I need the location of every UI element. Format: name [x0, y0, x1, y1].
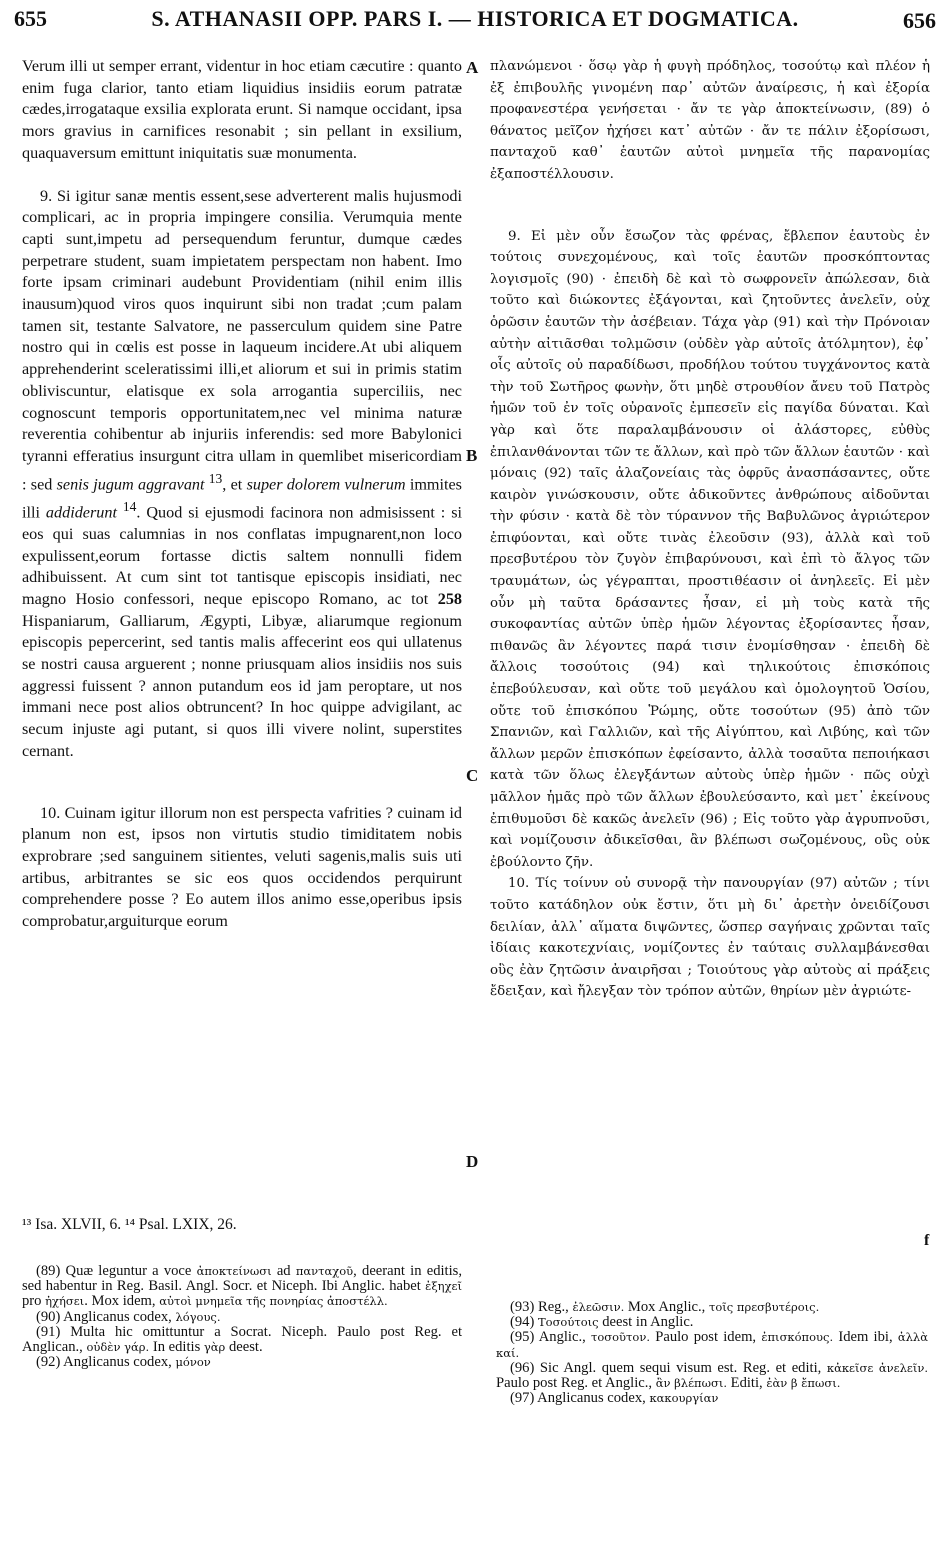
footnote: (95) Anglic., τοσοῦτον. Paulo post idem, ἐπισκόπους. Idem ibi, ἀλλὰ καί. — [496, 1329, 928, 1360]
scripture-references: ¹³ Isa. XLVII, 6. ¹⁴ Psal. LXIX, 26. — [22, 1216, 237, 1233]
latin-paragraph — [22, 186, 462, 763]
latin-text: Hispaniarum, Galliarum, Ægypti, Libyæ, aliarumque regionum episcopis pepercerint, sed tantis malis affecerint eos qui ullatenus se nostri causa arguerent ; nonne priusquam alios insidiis nos suis aggressi fuissent ? annon putandum eos id jam peroptare, ut nos immani nece post alios obtruncent? In hoc quippe advigilant, ac secum injuste agi putant, si quos illi vivere nolint, superstites cernant. — [22, 611, 462, 760]
scripture-quote: senis jugum aggravant — [56, 475, 205, 494]
footnote: (89) Quæ leguntur a voce ἀποκτείνωσι ad πανταχοῦ, deerant in editis, sed habentur in Reg. Basil. Angl. Socr. et Niceph. Ibi Anglic. habet ἐξηχεῖ pro ἠχήσει. Mox idem, αὐτοὶ μνημεῖα τῆς πονηρίας ἀποστέλλ. — [22, 1263, 463, 1310]
scripture-quote: addiderunt — [45, 503, 117, 522]
latin-text: immites illi — [22, 475, 462, 522]
latin-paragraph: Verum illi ut semper errant, videntur in hoc etiam cæcutire : quanto enim fuga clarior, tanto etiam liquidius insidiis eorum patratæ cædes,irrogataque exsilia explorata erunt. Si namque occidant, ipsa mors gravius in carnifices resonabit ; sin pellant in exsilium, quaquaversum emittunt iniquitatis suæ monumenta. — [22, 57, 462, 162]
footnote: (90) Anglicanus codex, λόγους. — [36, 1308, 221, 1325]
latin-paragraph: 10. Cuinam igitur illorum non est perspecta vafrities ? cuinam id planum non est, ipsos non virtutis studio timiditatem nobis exprobrare ;sed sanguinem sitientes, veluti sagenis,malis suis uti artibus, arbitrantes se sic eos quos occidendos perquirunt comprehendere posse ? Eo autem illos animo esse,operibus ipsis comprobatur,arguiturque eorum — [22, 803, 462, 931]
margin-letter-a: A — [466, 58, 479, 77]
page-number-left: 655 — [14, 6, 47, 31]
footnote: (91) Multa hic omittuntur a Socrat. Niceph. Paulo post Reg. et Anglican., οὐδὲν γάρ. In editis γὰρ deest. — [22, 1323, 462, 1356]
greek-column — [490, 56, 930, 1003]
corner-mark: f — [924, 1232, 930, 1249]
greek-paragraph: 9. Εἰ μὲν οὖν ἔσωζον τὰς φρένας, ἔβλεπον ἑαυτοὺς ἐν τούτοις συνεχομένους, καὶ τοῖς ἑαυτῶν προσκόπτοντας λογισμοῖς (90) · ἐπειδὴ δὲ καὶ τὸ σωφρονεῖν ἀπώλεσαν, διὰ τοῦτο καὶ διώκοντες ἐξάγονται, καὶ ζητοῦντες ἀνελεῖν, οὐχ ὁρῶσιν ἑαυτῶν τὴν ἀσέβειαν. Τάχα γὰρ (91) καὶ τὴν Πρόνοιαν αὐτὴν αἰτιᾶσθαι τολμῶσιν (οὐδὲν γὰρ αὐτοῖς ἀτόλμητον), ἐφ᾽ οἷς αὐτοῖς οὐ παραδίδωσι, προδήλου τούτου τυγχάνοντος κατὰ τὴν τοῦ Σωτῆρος φωνὴν, ὅτι μηδὲ στρουθίον ἄνευ τοῦ Πατρὸς ἡμῶν τοῦ ἐν τοῖς οὐρανοῖς ἐμπεσεῖν εἰς παγίδα δύναται. Καὶ γὰρ καὶ ὅτε παραλαμβάνουσιν οἱ ἀλάστορες, εὐθὺς ἐπιλανθάνονται τῶν τε ἄλλων, καὶ πρὸ τῶν ἄλλων ἑαυτῶν · καὶ μόναις (92) ταῖς ἀλαζονείαις τὰς ὀφρῦς ἀνασπάσαντες, οὔτε καιρὸν γινώσκουσιν, οὔτε ἀδικοῦντες ἀνθρώπους αἰδοῦνται τὴν φύσιν · κατὰ δὲ τὸν τύραννον τῆς Βαβυλῶνος ἀγριώτερον ἐπιφύονται, καὶ οὔτε τινὰς ἐλεοῦσιν (93), ἀλλὰ καὶ τοῦ πρεσβυτέρου τὸν ζυγὸν ἐπιβαρύνουσι, καὶ ἐπὶ τὸ ἄλγος τῶν τραυμάτων, ὡς γέγραπται, προστιθέασιν οἱ ἀνηλεεῖς. Εἰ μὲν οὖν μὴ ταῦτα δράσαντες ἦσαν, εἰ μὴ τοὺς κατὰ τῆς συκοφαντίας αὐτῶν ὑπὲρ ἡμῶν λέγοντας ἐξορίσαντες ἦσαν, πιθανῶς ἂν λέγοντες παρά τισιν ἐνομίσθησαν · ἐπειδὴ δὲ ἄλλοις τοσούτοις (94) καὶ τηλικούτοις ἐπισκόποις ἐπεβούλευσαν, καὶ οὔτε τοῦ μεγάλου καὶ ὁμολογητοῦ Ὁσίου, οὔτε τοῦ ἐπισκόπου Ῥώμης, οὔτε τοσούτων (95) ἀπὸ τῶν Σπανιῶν, καὶ Γαλλιῶν, καὶ τῆς Αἰγύπτου, καὶ Λιβύης, καὶ τῶν ἄλλων μερῶν ἐπισκόπων ἐφείσαντο, ἀλλὰ τοσαῦτα πεποιήκασι κατὰ τῶν ὅλως ἐλεγξάντων αὐτοὺς ὑπὲρ ἡμῶν · πῶς οὐχὶ μᾶλλον ἡμᾶς πρὸ τῶν ἄλλων ἐβουλεύσαντο, καὶ μετ᾽ ἐκείνους ἐπιθυμοῦσι δὲ κακῶς ἀνελεῖν (96) ; Εἰς τοῦτο γὰρ ἀγρυπνοῦσι, καὶ νομίζουσιν ἀδικεῖσθαι, ἂν βλέπωσι σωζομένους, οὓς οὐκ ἐβούλοντο ζῆν. — [490, 228, 930, 870]
scripture-quote: super dolorem vulnerum — [246, 475, 406, 494]
latin-text: 9. Si igitur sanæ mentis essent,sese adverterent malis hujusmodi complicari, ac in propria impingere consilia. Verumquia mente capti sunt,impetu ad persequendum feruntur, dumque cædes perpetrare student, suam impietatem perspectam non habent. Imo forte ipsam criminari audebunt Providentiam (nihil enim illis inausum)quod viros quos inquirunt sibi non tradat ;cum palam tamen sit, testante Salvatore, ne passerculum quidem sine Patre nostro qui in cœlis est posse in laqueum incidere.At ubi aliquem apprehenderint sceleratissimi illi,et aliorum et sui in primis statim obliviscuntur, elatisque ex sola arrogantia superciliis, nec cognoscunt temporis opportunitatem,nec vel minima naturæ reverentia cohibentur ab injuriis inferendis: sed more Babylonici tyranni efferatius insurgunt citra ullam in quemlibet misericordiam : sed — [22, 186, 462, 494]
footnote: (94) Τοσούτοις deest in Anglic. — [510, 1314, 694, 1331]
margin-letter-c: C — [466, 766, 479, 785]
running-title: S. ATHANASII OPP. PARS I. — HISTORICA ET DOGMATICA. — [151, 6, 799, 31]
running-header — [0, 0, 950, 40]
latin-column — [22, 56, 462, 933]
column-number: 258 — [437, 589, 463, 608]
footnotes-left — [22, 1264, 462, 1370]
greek-paragraph: 10. Τίς τοίνυν οὐ συνορᾷ τὴν πανουργίαν (97) αὐτῶν ; τίνι τοῦτο κατάδηλον οὐκ ἔστιν, ὅτι μὴ δι᾽ ἀρετὴν ὀνειδίζουσι δειλίαν, ἀλλ᾽ αἵματα διψῶντες, ὥσπερ σαγήναις χρῶνται ταῖς ἰδίαις κακοτεχνίαις, νομίζοντες ἐν ταύταις συλλαμβάνεσθαι οὓς ἐὰν ζητῶσιν ἀναιρῆσαι ; Τοιούτους γὰρ αὐτοὺς αἱ πράξεις ἔδειξαν, καὶ ἤλεγξαν τὸν τρόπον αὐτῶν, θηρίων μὲν ἀγριώτε- — [490, 876, 930, 1000]
latin-text: , et — [222, 475, 243, 494]
margin-letter-d: D — [466, 1152, 479, 1171]
footnote: (97) Anglicanus codex, κακουργίαν — [510, 1390, 719, 1407]
footnote: (92) Anglicanus codex, μόνον — [36, 1354, 211, 1371]
margin-letter-b: B — [466, 446, 478, 465]
footnote: (96) Sic Angl. quem sequi visum est. Reg. et editi, κἀκεῖσε ἀνελεῖν. Paulo post Reg. et Anglic., ἂν βλέπωσι. Editi, ἐὰν β ἔπωσι. — [496, 1359, 929, 1392]
page-number-right: 656 — [903, 8, 936, 33]
latin-text: . Quod si ejusmodi facinora non admisissent : si eos qui suas calumnias in nos conflatas impugnarent,non loco expulissent,eorum fortasse dictis saltem nonnulli fidem adhibuissent. At cum sint tot tantisque episcopis insidiati, nec magno Hosio confessori, neque episcopo Romano, ac tot — [22, 503, 463, 608]
greek-paragraph: πλανώμενοι · ὅσῳ γὰρ ἡ φυγὴ πρόδηλος, τοσούτῳ καὶ πλέον ἡ ἐξ ἐπιβουλῆς γινομένη παρ᾽ αὐτῶν ἀναίρεσις, ἡ καὶ ἐξορία προφανεστέρα γενήσεται · ἄν τε γὰρ ἀποκτείνωσιν, (89) ὁ θάνατος μεῖζον ἠχήσει κατ᾽ αὐτῶν · ἄν τε πάλιν ἐξορίσωσι, πανταχοῦ καθ᾽ ἑαυτῶν αὐτοὶ μνημεῖα τῆς παρανομίας ἐξαποστέλλουσιν. — [490, 59, 930, 182]
footnote: (93) Reg., ἐλεῶσιν. Mox Anglic., τοῖς πρεσβυτέροις. — [510, 1299, 820, 1315]
footnote-ref: 13 — [208, 470, 223, 486]
footnote-ref: 14 — [122, 498, 137, 514]
footnotes-right — [496, 1300, 928, 1406]
